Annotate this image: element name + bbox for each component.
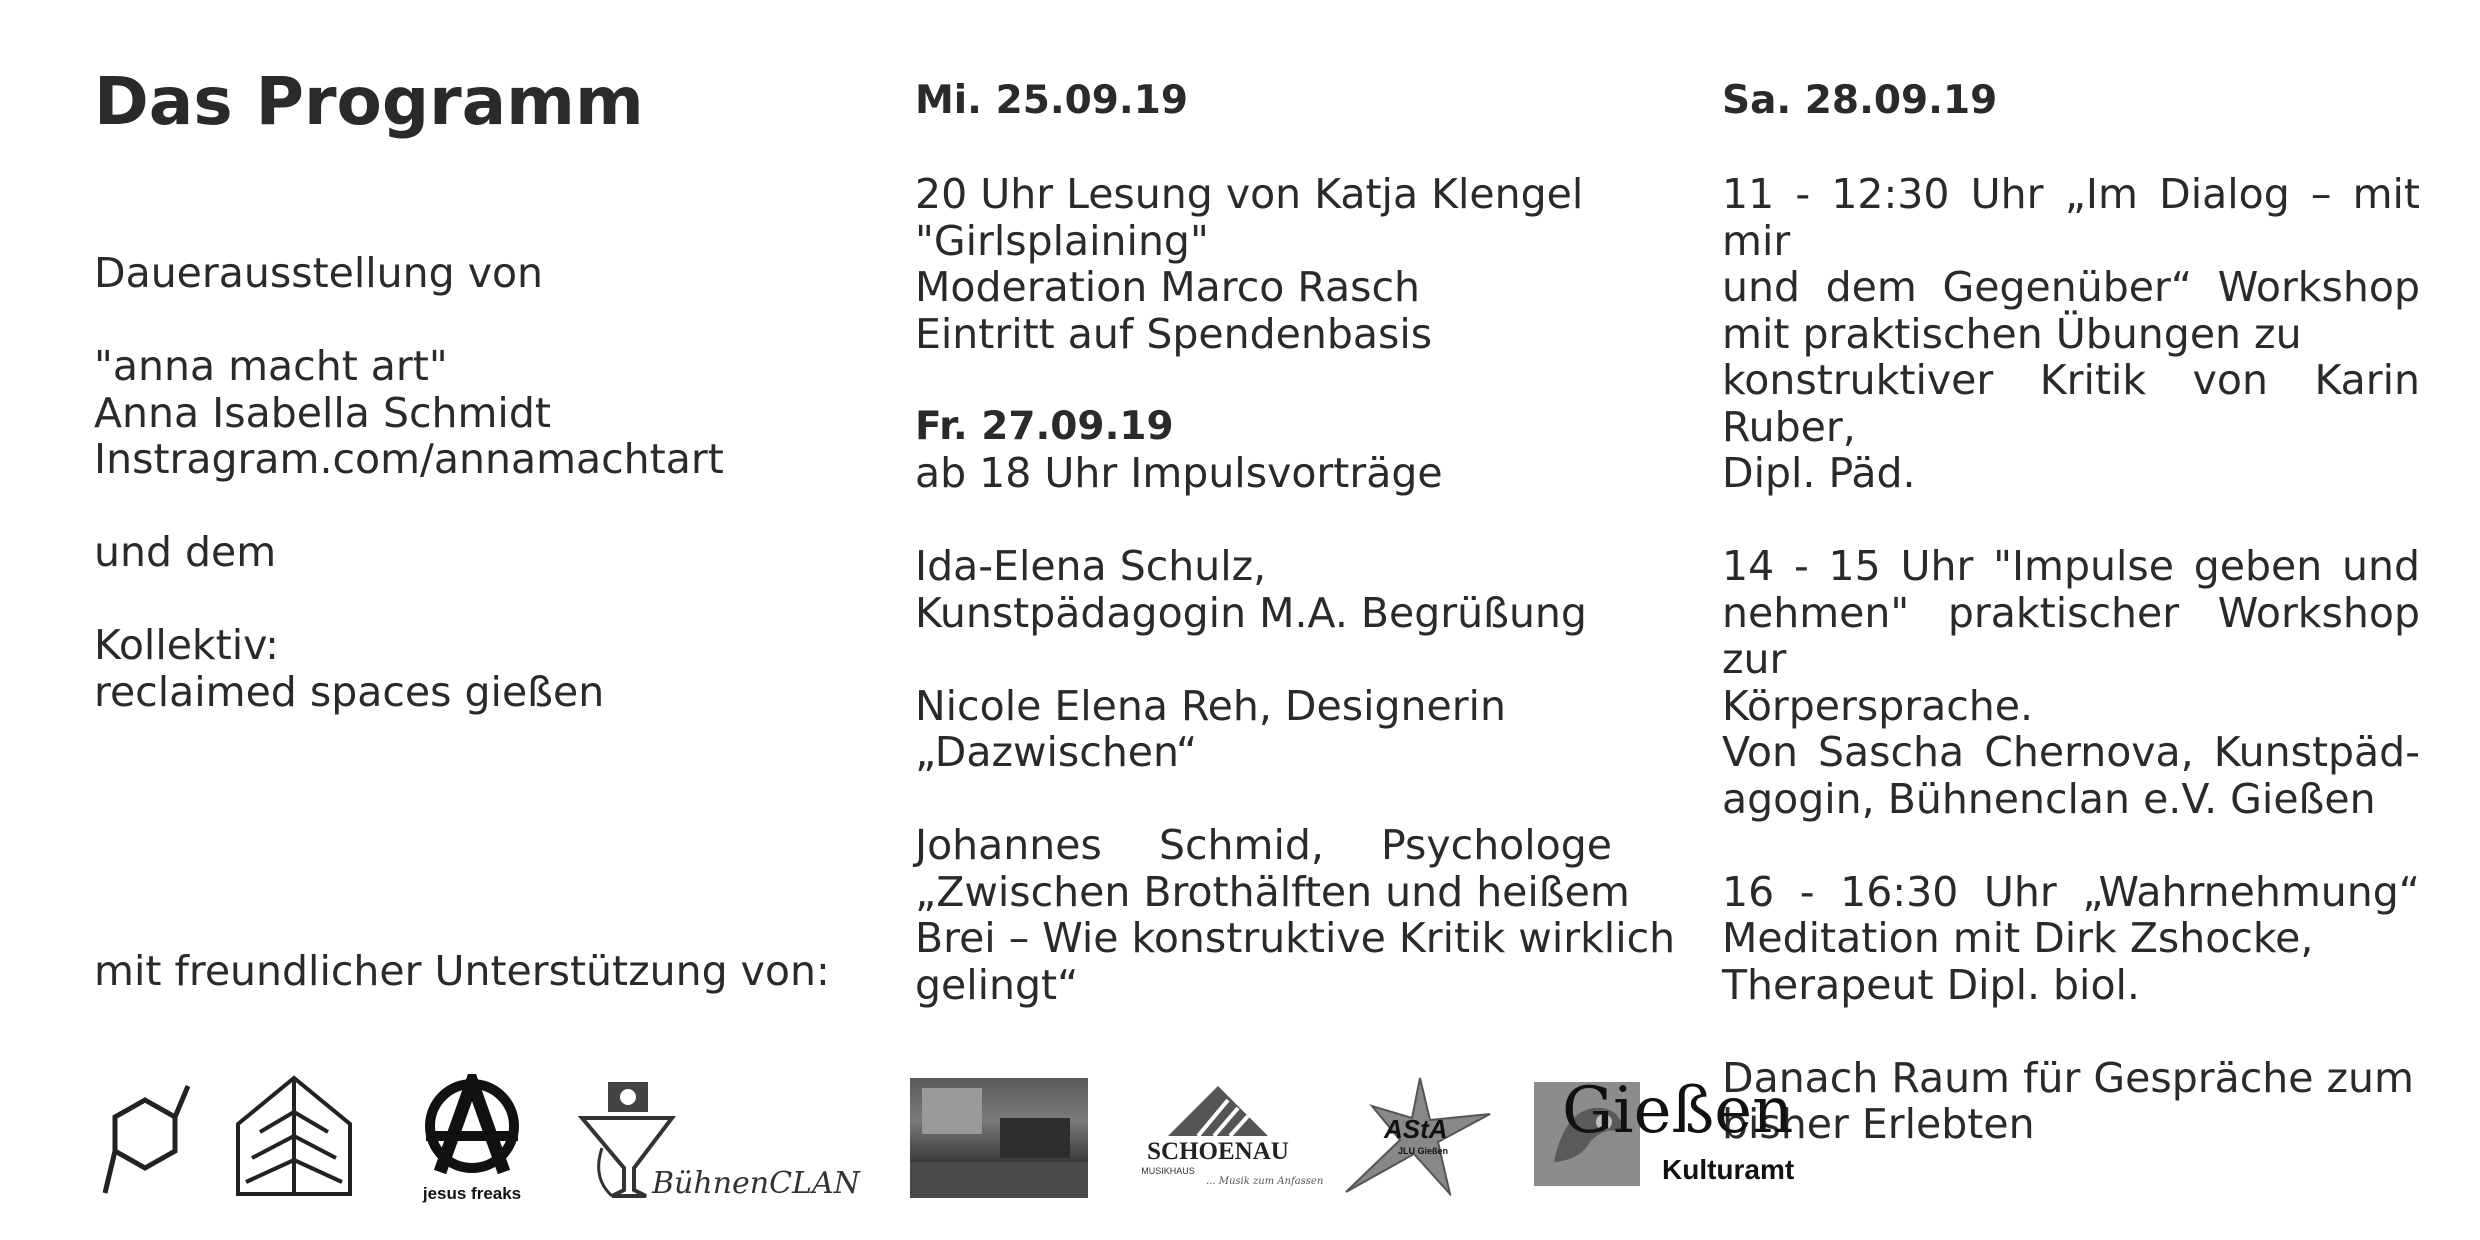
schoenau-tagline: ... Musik zum Anfassen — [1206, 1176, 1324, 1187]
left-line: Dauerausstellung von — [94, 249, 544, 297]
wed-line: Moderation Marco Rasch — [915, 263, 1420, 311]
hexagon-logo — [100, 1068, 190, 1200]
support-text: mit freundlicher Unterstützung von: — [94, 947, 830, 995]
left-line: Instragram.com/annamachtart — [94, 435, 724, 483]
giessen-label: Gießen — [1562, 1074, 1794, 1148]
sat-line: 11 - 12:30 Uhr „Im Dialog – mit mir — [1722, 170, 2420, 265]
sponsor-logos — [0, 1060, 2480, 1220]
schoenau-sublabel: MUSIKHAUS — [1141, 1166, 1195, 1176]
fri-line: Nicole Elena Reh, Designerin — [915, 681, 1506, 730]
fri-line: ab 18 Uhr Impulsvorträge — [915, 449, 1443, 497]
wed-line: "Girlsplaining" — [915, 216, 1209, 265]
giessen-kulturamt-logo — [1534, 1074, 1824, 1192]
left-line: Anna Isabella Schmidt — [94, 388, 551, 437]
sat-line: agogin, Bühnenclan e.V. Gießen — [1722, 774, 2376, 823]
left-line — [94, 483, 854, 530]
jesus-freaks-logo — [412, 1074, 532, 1202]
buehnenclan-label: BühnenCLAN — [652, 1166, 860, 1201]
asta-label: AStA — [1384, 1114, 1448, 1144]
sat-line: Körpersprache. — [1722, 681, 2034, 730]
left-line: Kollektiv: — [94, 621, 279, 669]
page-title: Das Programm — [94, 63, 644, 140]
sat-line: Meditation mit Dirk Zshocke, — [1722, 914, 2314, 962]
sat-line: 16 - 16:30 Uhr „Wahrnehmung“ — [1722, 867, 2420, 916]
schoenau-label: SCHOENAU — [1147, 1138, 1289, 1165]
sat-line: Therapeut Dipl. biol. — [1722, 960, 2140, 1009]
day-heading-sat: Sa. 28.09.19 — [1722, 78, 1998, 123]
sat-line: bisher Erlebten — [1722, 1100, 2035, 1148]
sat-line: nehmen" praktischer Workshop zur — [1722, 588, 2420, 683]
asta-sublabel: JLU Gießen — [1398, 1146, 1449, 1156]
left-line — [94, 576, 854, 623]
middle-column — [915, 78, 1676, 1009]
fri-line: „Dazwischen“ — [915, 728, 1198, 776]
left-line: reclaimed spaces gießen — [94, 667, 605, 716]
sat-line: Von Sascha Chernova, Kunstpäd- — [1722, 728, 2420, 776]
piano-keys-icon — [1158, 1082, 1278, 1138]
left-column — [94, 250, 854, 715]
jesus-freaks-label: jesus freaks — [422, 1184, 522, 1203]
right-column — [1722, 78, 2420, 1148]
left-line: "anna macht art" — [94, 342, 448, 390]
sat-line: mit praktischen Übungen zu — [1722, 309, 2302, 358]
sat-line: Danach Raum für Gespräche zum — [1722, 1053, 2414, 1102]
sat-line: konstruktiver Kritik von Karin Ruber, — [1722, 356, 2420, 451]
fri-line: Kunstpädagogin M.A. Begrüßung — [915, 588, 1587, 637]
wed-line: Eintritt auf Spendenbasis — [915, 309, 1433, 358]
asta-logo — [1342, 1076, 1492, 1196]
fri-line: Johannes Schmid, Psychologe — [915, 821, 1612, 869]
wed-line: 20 Uhr Lesung von Katja Klengel — [915, 170, 1584, 218]
anarchy-a-icon — [412, 1074, 532, 1178]
sat-line: 14 - 15 Uhr "Impulse geben und — [1722, 542, 2420, 590]
schoenau-logo — [1128, 1082, 1324, 1192]
fri-line: Ida-Elena Schulz, — [915, 542, 1267, 590]
fri-line: gelingt“ — [915, 960, 1079, 1009]
day-heading-wed: Mi. 25.09.19 — [915, 78, 1189, 123]
kulturamt-label: Kulturamt — [1662, 1154, 1795, 1185]
fri-line: Brei – Wie konstruktive Kritik wirklich — [915, 914, 1676, 962]
fri-line: „Zwischen Brothälften und heißem — [915, 867, 1630, 916]
sat-line: Dipl. Päd. — [1722, 449, 1916, 497]
sat-line: und dem Gegenüber“ Workshop — [1722, 263, 2420, 311]
house-leaf-logo — [230, 1072, 358, 1202]
left-line: und dem — [94, 528, 277, 576]
venue-photo — [910, 1078, 1088, 1198]
day-heading-fri: Fr. 27.09.19 — [915, 403, 1174, 449]
left-line — [94, 297, 854, 344]
buehnenclan-logo — [572, 1078, 860, 1208]
